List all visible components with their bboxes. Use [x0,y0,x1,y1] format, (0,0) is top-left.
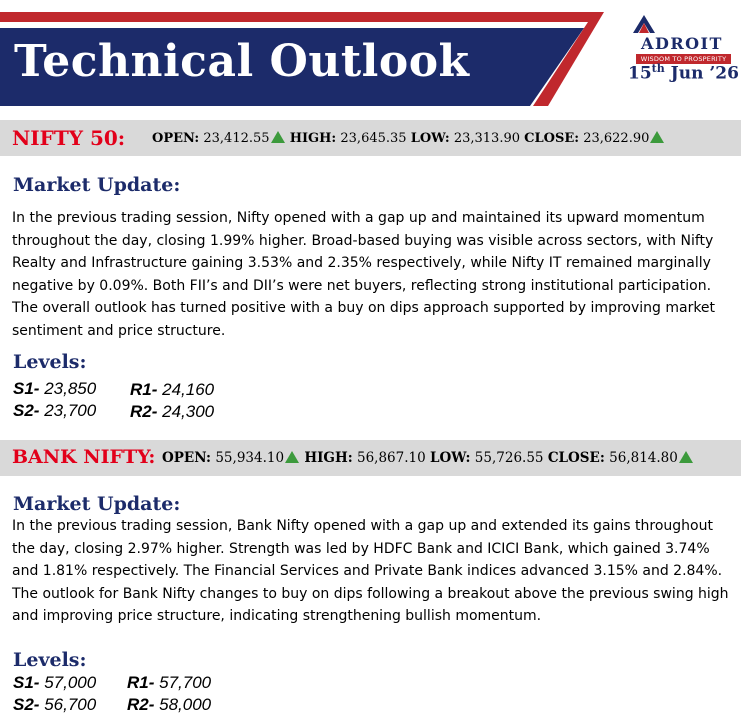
date-month-year: Jun ’26 [664,63,739,84]
date-day: 15 [628,63,652,84]
nifty-high-value: 23,645.35 [340,131,407,146]
up-arrow-icon [679,451,693,463]
nifty-level-r2 [130,402,214,422]
banknifty-levels-heading: Levels: [13,649,87,671]
logo-mark-icon [632,14,656,34]
banknifty-r2-value: 58,000 [154,695,212,714]
nifty-r1-value: 24,160 [157,380,215,399]
nifty-market-update-heading: Market Update: [13,174,181,196]
nifty-s1-label: S1- [13,379,40,398]
nifty-s2-value: 23,700 [39,401,97,420]
nifty-ohlc-bar [0,120,741,156]
nifty-low-label: LOW: [410,131,450,146]
date-suffix: th [651,62,665,75]
nifty-r1-label: R1- [130,380,158,399]
banknifty-low-value: 55,726.55 [474,450,544,466]
banknifty-index-name: BANK NIFTY: [12,446,156,468]
nifty-market-update-text: In the previous trading session, Nifty opened with a gap up and maintained its upward momentum throughout the day, closing 1.99% higher. Broad-based buying was visible across sectors, with Nifty Realty and Infrastructure gaining 3.53% and 2.35% respectively, while Nifty IT remained marginally negative by 0.09%. Both FII’s and DII’s were net buyers, reflecting strong institutional participation. The overall outlook has turned positive with a buy on dips approach supported by improving market sentiment and price structure. [12,210,716,339]
banknifty-r2-label: R2- [127,695,155,714]
nifty-close-label: CLOSE: [524,131,580,146]
banknifty-high-value: 56,867.10 [357,450,426,466]
banknifty-open-value: 55,934.10 [215,450,285,466]
banknifty-open-label: OPEN: [162,450,212,466]
logo-name: ADROIT [641,34,723,53]
banknifty-r1-label: R1- [127,673,155,692]
nifty-s2-label: S2- [13,401,40,420]
nifty-close-value: 23,622.90 [583,131,650,146]
banknifty-s2-label: S2- [13,695,40,714]
banknifty-r1-value: 57,700 [154,673,212,692]
nifty-ohlc-values [152,131,665,146]
header-banner [0,0,741,106]
banknifty-market-update-heading: Market Update: [13,493,181,515]
nifty-index-name: NIFTY 50: [12,126,126,150]
up-arrow-icon [285,451,299,463]
nifty-high-label: HIGH: [289,131,337,146]
nifty-s1-value: 23,850 [39,379,97,398]
page-title: Technical Outlook [14,36,470,87]
banknifty-close-value: 56,814.80 [609,450,678,466]
banknifty-close-label: CLOSE: [547,450,605,466]
banknifty-level-s2 [13,695,96,715]
nifty-open-label: OPEN: [152,131,200,146]
nifty-open-value: 23,412.55 [203,131,270,146]
up-arrow-icon [271,131,285,143]
banknifty-high-label: HIGH: [304,450,353,466]
banknifty-level-r1 [127,673,211,693]
nifty-low-value: 23,313.90 [453,131,520,146]
nifty-level-s2 [13,401,96,421]
nifty-r2-label: R2- [130,402,158,421]
nifty-level-r1 [130,380,214,400]
banknifty-s1-value: 57,000 [39,673,97,692]
banknifty-level-r2 [127,695,211,715]
nifty-level-s1 [13,379,96,399]
banknifty-level-s1 [13,673,96,693]
nifty-r2-value: 24,300 [157,402,215,421]
banknifty-market-update-text: In the previous trading session, Bank Nifty opened with a gap up and extended its gains throughout the day, closing 2.97% higher. Strength was led by HDFC Bank and ICICI Bank, which gained 3.74% and 1.81% respectively. The Financial Services and Private Bank indices advanced 3.15% and 2.84%. The outlook for Bank Nifty changes to buy on dips following a breakout above the previous swing high and improving price structure, indicating strengthening bullish momentum. [12,518,729,624]
nifty-levels-heading: Levels: [13,351,87,373]
banknifty-s1-label: S1- [13,673,40,692]
banknifty-low-label: LOW: [430,450,471,466]
report-date [628,62,738,84]
banknifty-s2-value: 56,700 [39,695,97,714]
up-arrow-icon [650,131,664,143]
banknifty-ohlc-values [162,450,694,466]
banknifty-ohlc-bar [0,440,741,476]
logo-tagline: WISDOM TO PROSPERITY [636,54,731,64]
